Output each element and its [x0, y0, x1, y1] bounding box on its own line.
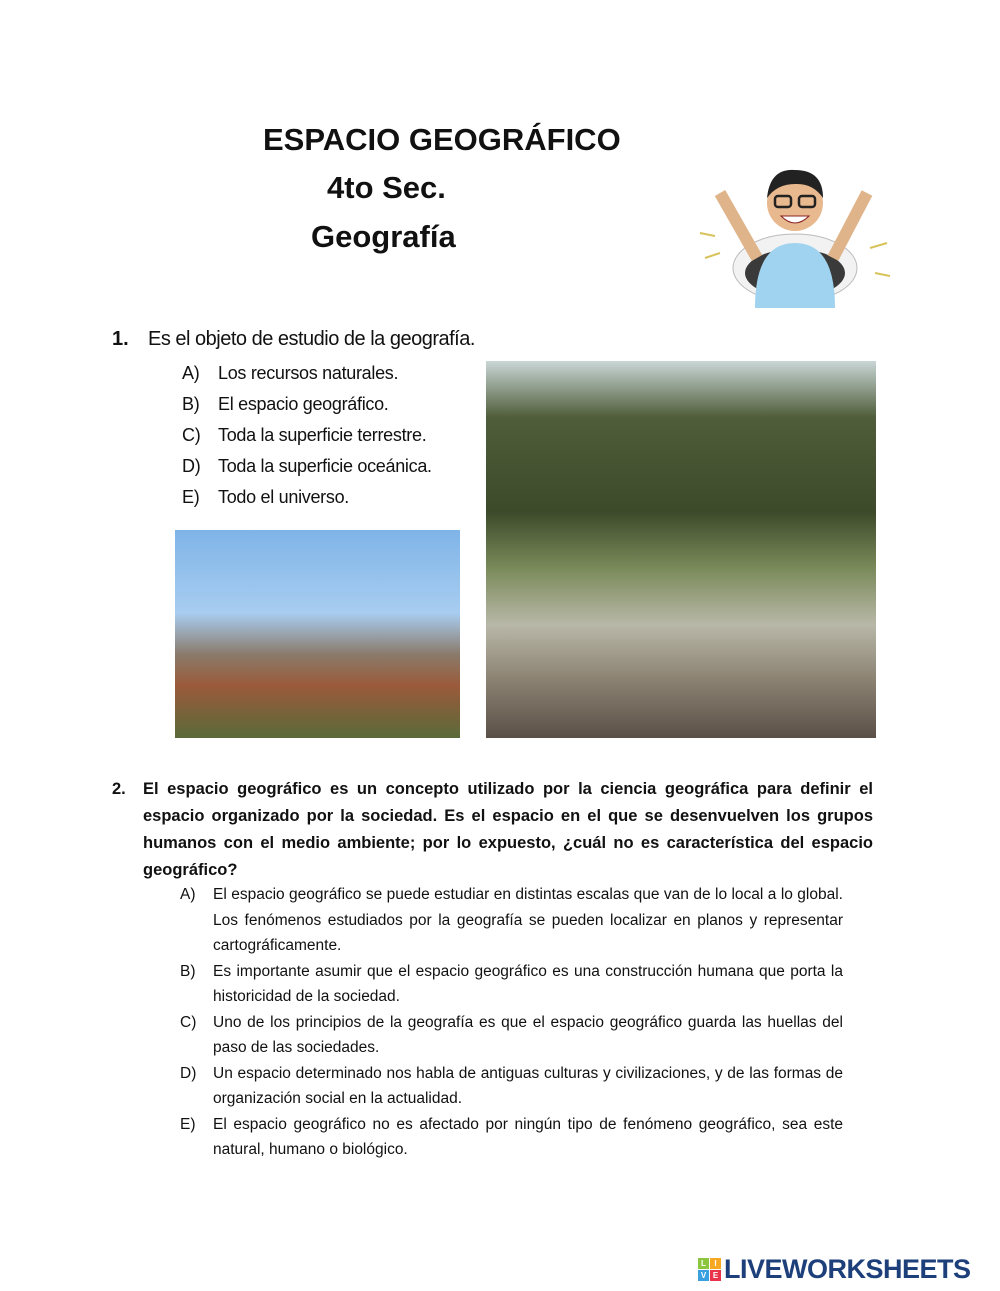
- option-letter: C): [182, 425, 201, 445]
- option-text: Es importante asumir que el espacio geográfico es una construcción humana que porta la historicidad de la sociedad.: [213, 962, 843, 1005]
- badge-letter: V: [698, 1270, 709, 1281]
- question-stem: El espacio geográfico es un concepto utilizado por la ciencia geográfica para definir el espacio organizado por la sociedad. Es el espacio en el que se desenvuelven los grupos humanos con el medio ambiente; por lo expuesto, ¿cuál no es característica del espacio geográfico?: [143, 780, 873, 879]
- question-number: 1.: [112, 328, 129, 350]
- live-badge-icon: [698, 1258, 721, 1281]
- town-church-photo: [175, 530, 460, 738]
- option-b[interactable]: [182, 394, 389, 415]
- option-text: Toda la superficie terrestre.: [218, 425, 427, 445]
- badge-letter: L: [698, 1258, 709, 1269]
- option-text: Toda la superficie oceánica.: [218, 456, 432, 476]
- question-number: 2.: [112, 780, 126, 798]
- option-a[interactable]: [180, 882, 843, 959]
- option-a[interactable]: [182, 363, 398, 384]
- option-letter: B): [182, 394, 200, 414]
- option-letter: A): [180, 886, 196, 903]
- option-letter: E): [180, 1115, 196, 1133]
- option-b[interactable]: [180, 959, 843, 1010]
- option-text: Un espacio determinado nos habla de antiguas culturas y civilizaciones, y de las formas de organización social en la actualidad.: [213, 1064, 843, 1107]
- option-letter: C): [180, 1013, 197, 1031]
- option-d[interactable]: [180, 1061, 843, 1112]
- option-text: El espacio geográfico no es afectado por ningún tipo de fenómeno geográfico, sea este natural, humano o biológico.: [213, 1115, 843, 1158]
- option-e[interactable]: [180, 1112, 843, 1163]
- option-letter: A): [182, 363, 200, 383]
- option-text: El espacio geográfico.: [218, 394, 389, 414]
- question-stem: Es el objeto de estudio de la geografía.: [148, 328, 475, 350]
- question-2-options: [180, 882, 843, 1163]
- option-c[interactable]: [182, 425, 426, 446]
- option-text: Los recursos naturales.: [218, 363, 399, 383]
- option-letter: B): [180, 962, 196, 980]
- option-letter: D): [182, 456, 201, 476]
- option-letter: D): [180, 1064, 197, 1082]
- badge-letter: E: [710, 1270, 721, 1281]
- logo-text: LIVEWORKSHEETS: [724, 1254, 971, 1284]
- badge-letter: I: [710, 1258, 721, 1269]
- liveworksheets-logo: [698, 1254, 971, 1285]
- option-d[interactable]: [182, 456, 432, 477]
- worksheet-title: ESPACIO GEOGRÁFICO: [263, 122, 621, 157]
- option-text: El espacio geográfico se puede estudiar en distintas escalas que van de lo local a lo global. Los fenómenos estudiados por la geografía se pueden localizar en planos y representar cartográficamente.: [213, 886, 843, 954]
- option-c[interactable]: [180, 1010, 843, 1061]
- option-letter: E): [182, 487, 200, 507]
- option-text: Todo el universo.: [218, 487, 349, 507]
- teacher-avatar-illustration: [695, 148, 895, 308]
- grade-label: 4to Sec.: [327, 170, 446, 205]
- mountain-valley-town-photo: [486, 361, 876, 738]
- option-e[interactable]: [182, 487, 349, 508]
- subject-label: Geografía: [311, 219, 456, 254]
- option-text: Uno de los principios de la geografía es que el espacio geográfico guarda las huellas del paso de las sociedades.: [213, 1013, 843, 1056]
